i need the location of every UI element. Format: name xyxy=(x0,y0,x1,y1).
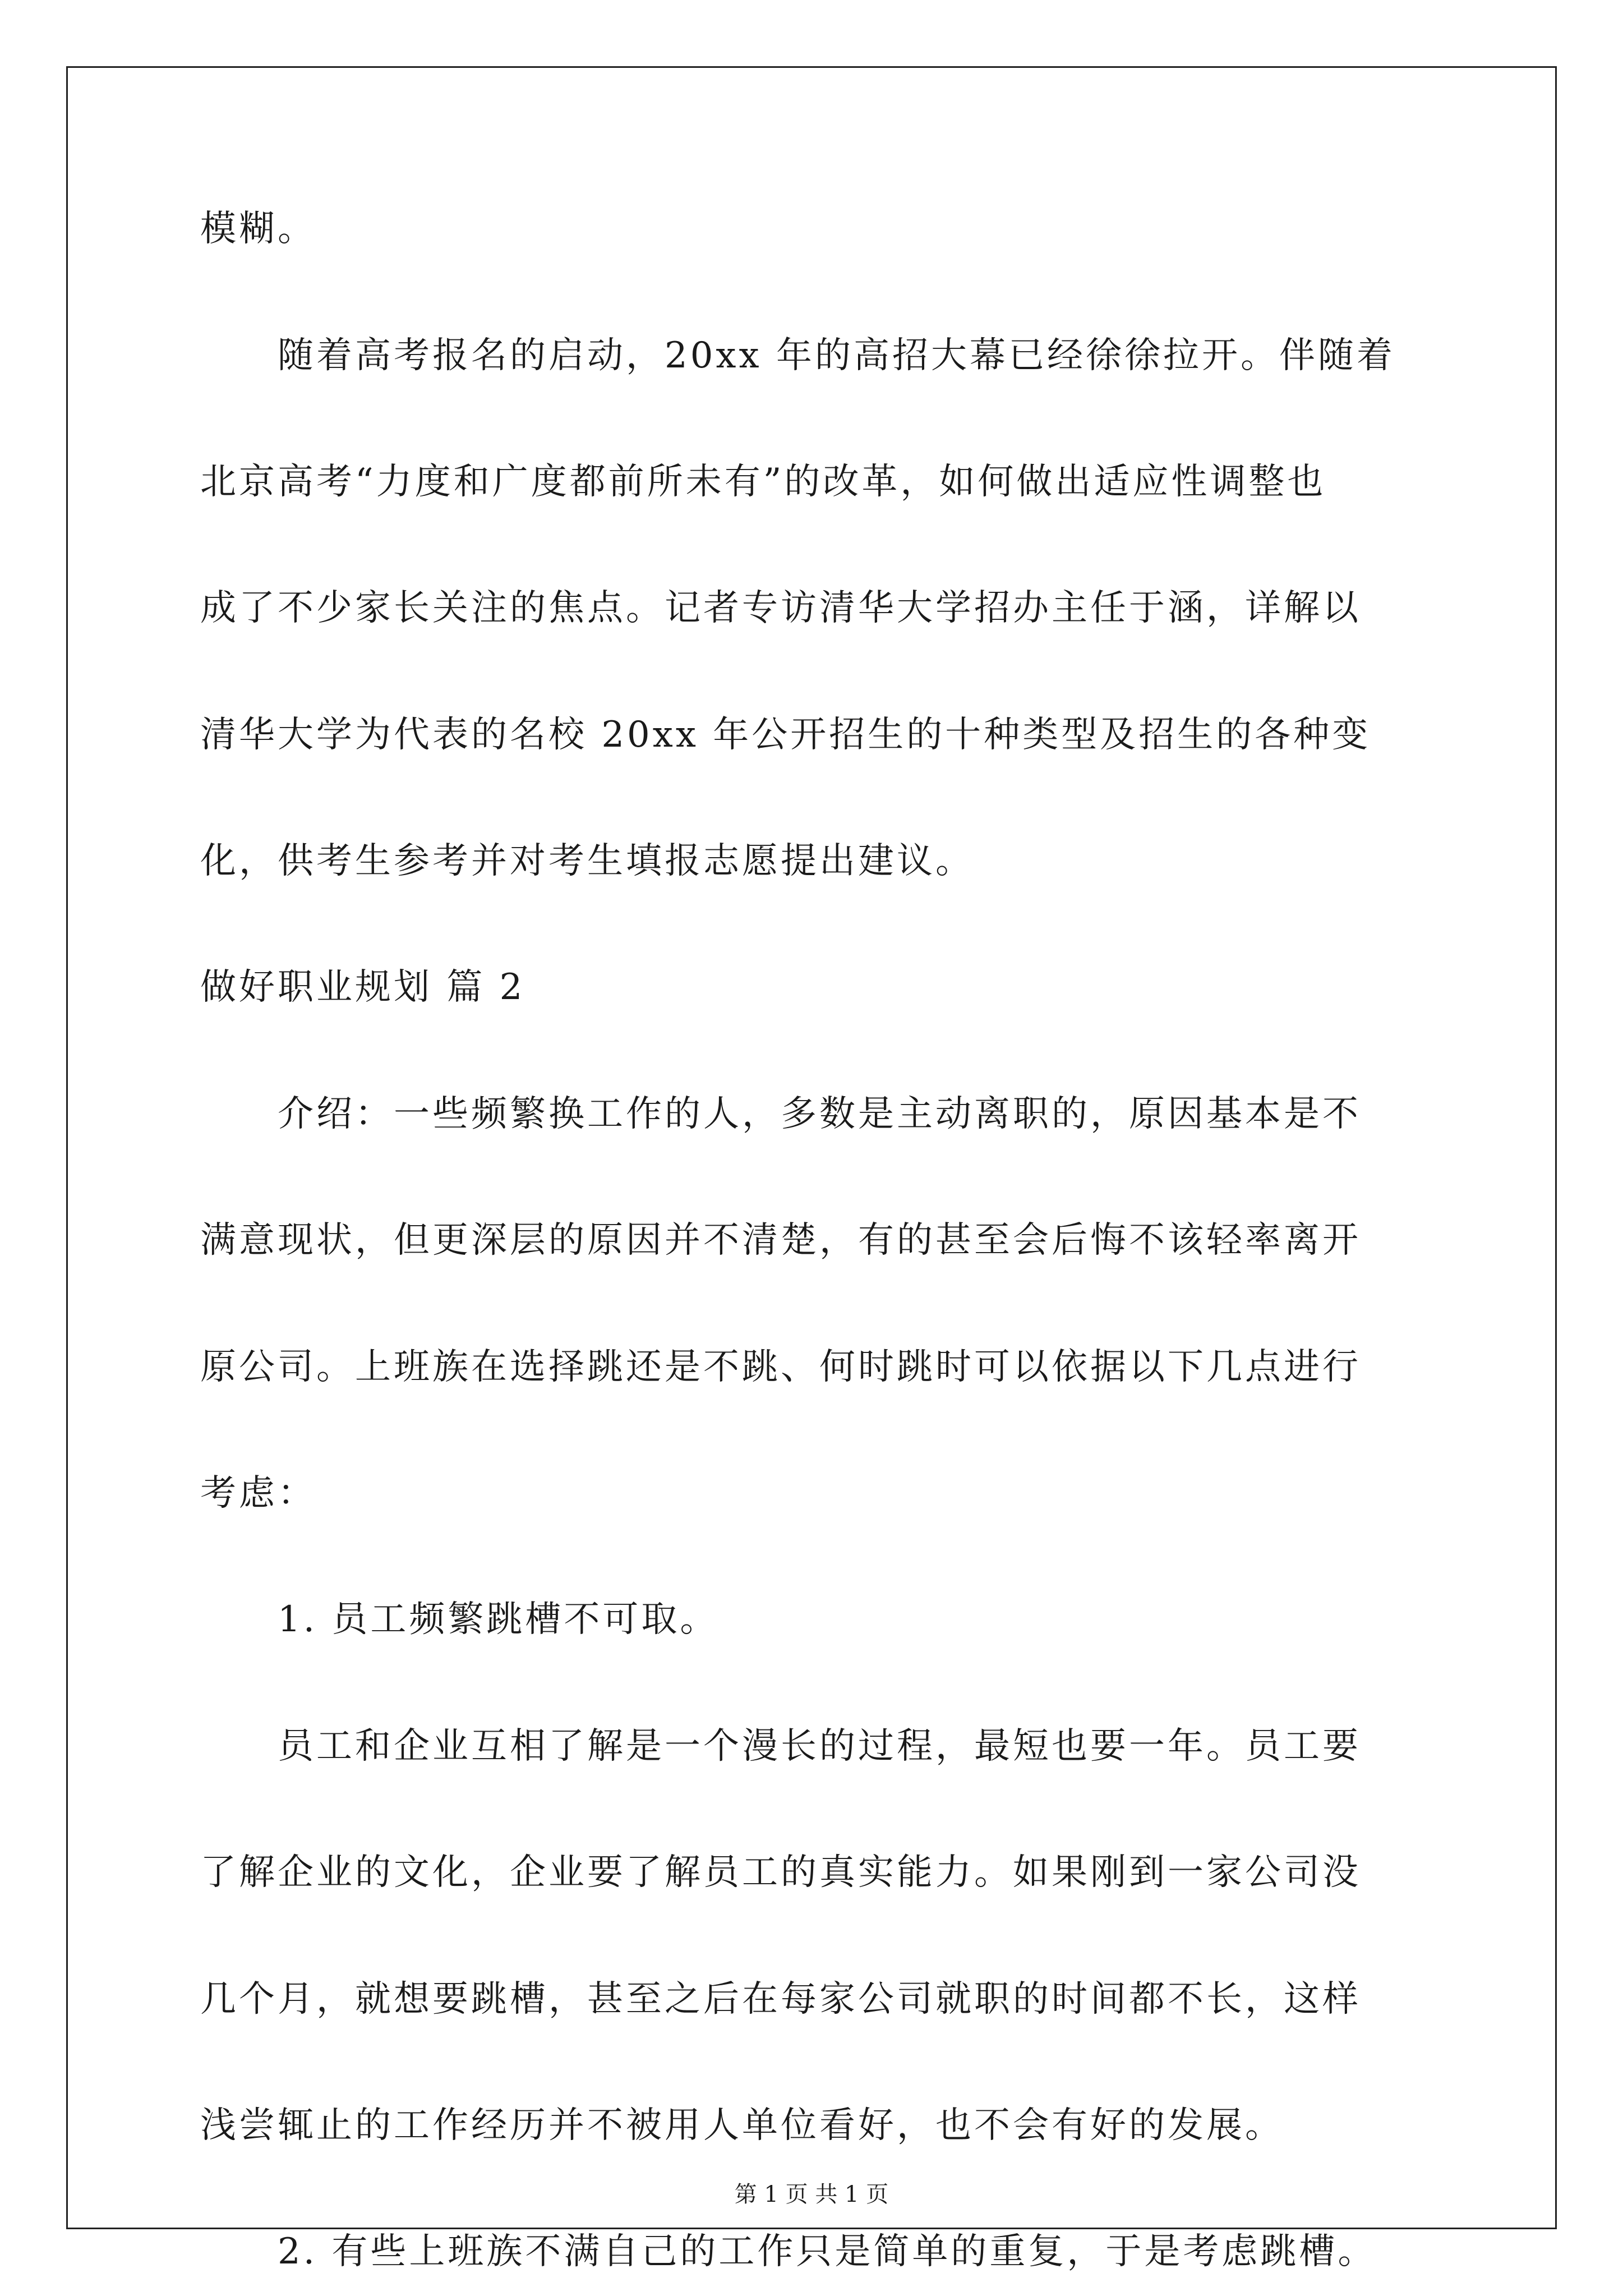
section-heading: 做好职业规划 篇 2 xyxy=(200,967,525,1008)
paragraph-line: 介绍：一些频繁换工作的人，多数是主动离职的，原因基本是不 xyxy=(278,1093,1361,1135)
page-number: 第 1 页 共 1 页 xyxy=(734,2182,889,2207)
list-item: 1. 员工频繁跳槽不可取。 xyxy=(278,1599,719,1640)
paragraph-line: 满意现状，但更深层的原因并不清楚，有的甚至会后悔不该轻率离开 xyxy=(200,1220,1361,1261)
paragraph-line: 几个月，就想要跳槽，甚至之后在每家公司就职的时间都不长，这样 xyxy=(200,1978,1361,2020)
paragraph-line: 化，供考生参考并对考生填报志愿提出建议。 xyxy=(200,840,974,882)
list-item: 2. 有些上班族不满自己的工作只是简单的重复，于是考虑跳槽。 xyxy=(278,2231,1377,2272)
paragraph-line: 北京高考“力度和广度都前所未有”的改革，如何做出适应性调整也 xyxy=(200,461,1326,503)
paragraph-line: 随着高考报名的启动，20xx 年的高招大幕已经徐徐拉开。伴随着 xyxy=(278,335,1395,376)
paragraph-line: 成了不少家长关注的焦点。记者专访清华大学招办主任于涵，详解以 xyxy=(200,587,1361,629)
paragraph-line: 考虑： xyxy=(200,1473,316,1514)
page-border xyxy=(66,66,1557,2229)
paragraph-line: 了解企业的文化，企业要了解员工的真实能力。如果刚到一家公司没 xyxy=(200,1852,1361,1893)
paragraph-line: 员工和企业互相了解是一个漫长的过程，最短也要一年。员工要 xyxy=(278,1726,1361,1767)
paragraph-line: 原公司。上班族在选择跳还是不跳、何时跳时可以依据以下几点进行 xyxy=(200,1346,1361,1388)
paragraph-line: 模糊。 xyxy=(200,208,316,250)
paragraph-line: 清华大学为代表的名校 20xx 年公开招生的十种类型及招生的各种变 xyxy=(200,714,1371,756)
paragraph-line: 浅尝辄止的工作经历并不被用人单位看好，也不会有好的发展。 xyxy=(200,2105,1284,2146)
